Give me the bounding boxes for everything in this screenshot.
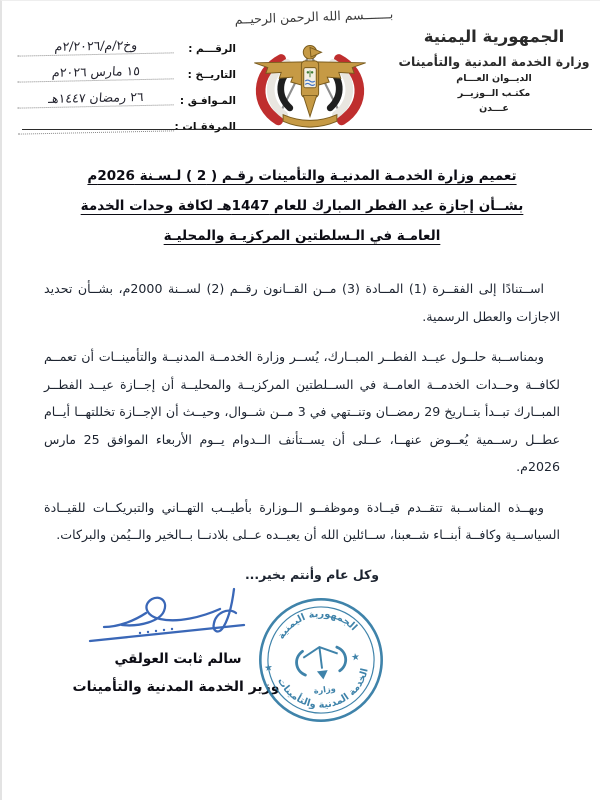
minister-signature-icon — [82, 583, 260, 655]
office-line-2: مكتـب الــوزيــر — [457, 88, 531, 99]
field-number — [18, 31, 236, 55]
header-divider — [22, 129, 592, 130]
field-attachments-value — [18, 129, 174, 134]
field-date-value: ١٥ مارس ٢٠٢٦م — [17, 62, 174, 82]
office-line-1: الديــوان العـــام — [456, 73, 532, 84]
office-line-3: عـــدن — [479, 103, 509, 114]
ministry-stamp-icon — [249, 588, 394, 733]
title-line-2: بشــأن إجازة عيد الفطر المبارك للعام 1447هـ لكافة وحدات الخدمة — [80, 198, 524, 214]
paragraph-greetings: وبهــذه المناســبة تتقــدم قيــادة وموظفــو الــوزارة بأطيــب التهــاني والتبريكــات للقيــادة السياســية وكافــة أبنــاء شــعبنا، ســائلين الله أن يعيــده عــلى بلادنــا بــالخير والــيُمن والبركات. — [44, 499, 560, 542]
field-hijri — [18, 83, 236, 107]
yemen-eagle-emblem-icon — [242, 34, 378, 130]
field-number-label: الرقـــم : — [188, 43, 236, 55]
field-number-value: وخ٢/م/٢/٢٠٢٦م — [17, 36, 174, 56]
letterhead — [396, 27, 592, 114]
field-attachments-label: المرفقـات : — [174, 121, 236, 133]
paragraph-holiday-dates: وبمناســبة حلــول عيــد الفطــر المبــارك، يُســر وزارة الخدمــة المدنيــة والتأمينــات أن تعمــم لكافــة وحــدات الخدمــة العامــة في الســلطتين المركزيــة والمحليــة أن إجــازة عيــد الفطــر المبــارك تبــدأ بتــاريخ 29 رمضــان وتنــتهي في 3 مــن شــوال، وحيــث أن الإجــازة تخللتهــا أيــام عطــل رســمية يُعــوض عنهــا، عــلى أن يســتأنف الــدوام يــوم الأربعاء الموافق 25 مارس 2026م. — [44, 349, 560, 474]
circular-body — [44, 275, 560, 562]
field-hijri-value: ٢٦ رمضان ١٤٤٧هـ — [17, 88, 174, 108]
bismillah-calligraphy: بـــــــسم الله الرحمن الرحيــم — [234, 6, 394, 27]
header-fields — [18, 31, 236, 135]
ministry-name: وزارة الخدمة المدنية والتأمينات — [398, 54, 590, 69]
circular-title — [62, 161, 542, 251]
paragraph-legal-basis: اســتنادًا إلى الفقــرة (1) المــادة (3) مــن القــانون رقــم (2) لســنة 2000م، بشــأن تحديد الاجازات والعطل الرسمية. — [44, 281, 560, 324]
stamp-star-left-icon: ★ — [263, 662, 274, 675]
field-hijri-label: المـوافـق : — [179, 95, 236, 107]
minister-title: وزير الخدمة المدنية والتأمينات — [72, 679, 280, 695]
stamp-star-right-icon: ★ — [350, 651, 361, 664]
field-date — [18, 57, 236, 81]
closing-phrase: وكل عام وأنتم بخير... — [244, 567, 380, 582]
title-line-1: تعميم وزارة الخدمـة المدنيـة والتأمينات رقـم ( 2 ) لـسـنة 2026م — [87, 168, 517, 184]
title-line-3: العامـة في الـسلطتين المركزيـة والمحليـة — [163, 228, 441, 244]
minister-name: سالم ثابت العولقي — [114, 651, 242, 667]
republic-name: الجمهورية اليمنية — [423, 27, 565, 46]
stamp-bottom-text: الخدمة المدنية والتأمينات — [275, 667, 371, 711]
stamp-top-text: الجمهورية اليمنية — [275, 608, 360, 642]
stamp-center-text: وزارة — [313, 682, 337, 696]
field-date-label: التاريــخ : — [187, 69, 236, 81]
